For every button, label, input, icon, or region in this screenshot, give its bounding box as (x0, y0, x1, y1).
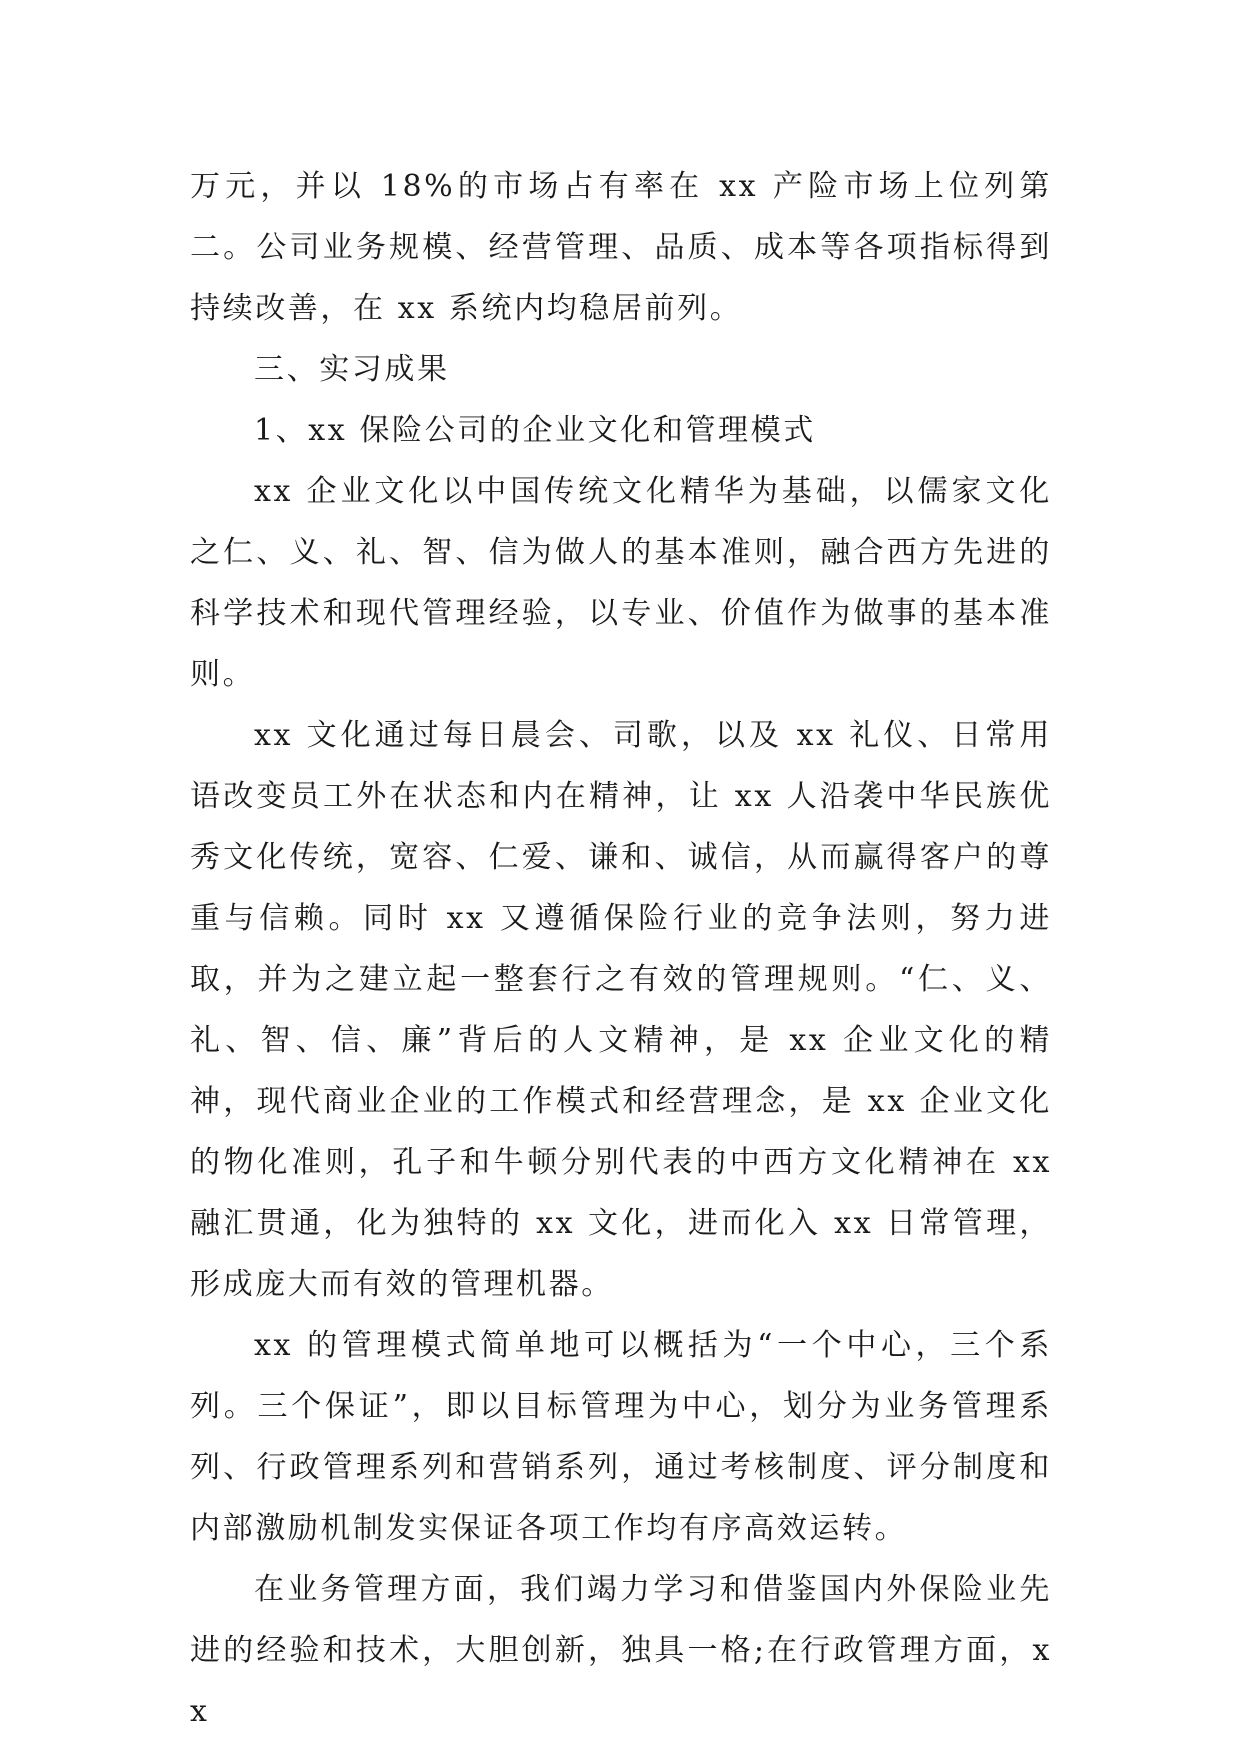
subsection-heading-1: 1、xx 保险公司的企业文化和管理模式 (254, 413, 816, 448)
paragraph-3: xx 文化通过每日晨会、司歌，以及 xx 礼仪、日常用语改变员工外在状态和内在精神，让 xx 人沿袭中华民族优秀文化传统，宽容、仁爱、谦和、诚信，从而赢得客户的尊重与信赖。同时 xx 又遵循保险行业的竞争法则，努力进取，并为之建立起一整套行之有效的管理规则。“仁、义、礼、智、信、廉”背后的人文精神，是 xx 企业文化的精神，现代商业企业的工作模式和经营理念，是 xx 企业文化的物化准则，孔子和牛顿分别代表的中西方文化精神在 xx 融汇贯通，化为独特的 xx 文化，进而化入 xx 日常管理，形成庞大而有效的管理机器。 (190, 718, 1052, 1302)
paragraph-5: 在业务管理方面，我们竭力学习和借鉴国内外保险业先进的经验和技术，大胆创新，独具一格;在行政管理方面，xx (190, 1572, 1052, 1729)
paragraph-2: xx 企业文化以中国传统文化精华为基础，以儒家文化之仁、义、礼、智、信为做人的基本准则，融合西方先进的科学技术和现代管理经验，以专业、价值作为做事的基本准则。 (190, 474, 1052, 692)
paragraph-1: 万元，并以 18%的市场占有率在 xx 产险市场上位列第二。公司业务规模、经营管理、品质、成本等各项指标得到持续改善，在 xx 系统内均稳居前列。 (190, 169, 1052, 326)
paragraph-4: xx 的管理模式简单地可以概括为“一个中心，三个系列。三个保证”，即以目标管理为中心，划分为业务管理系列、行政管理系列和营销系列，通过考核制度、评分制度和内部激励机制发实保证各项工作均有序高效运转。 (190, 1328, 1052, 1546)
section-heading-3: 三、实习成果 (254, 352, 450, 387)
document-body (190, 156, 1052, 1742)
